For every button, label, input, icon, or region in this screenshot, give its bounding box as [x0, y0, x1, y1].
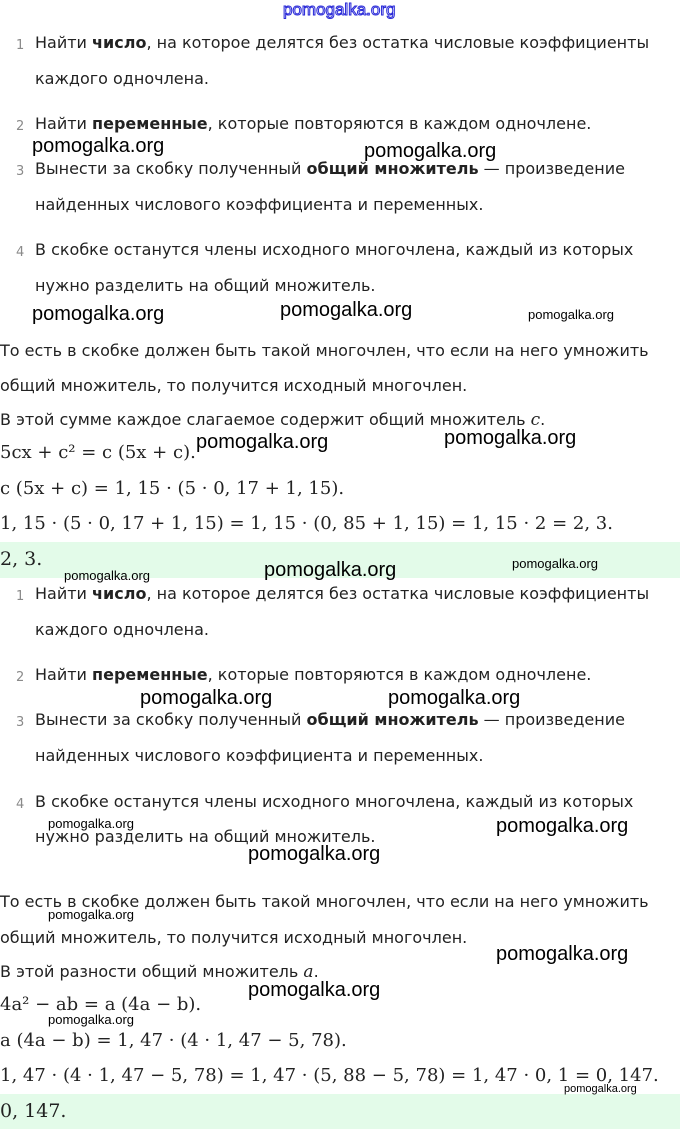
step-number: 3	[16, 164, 25, 179]
equation: 4a² − ab = a (4a − b).	[0, 994, 202, 1015]
paragraph: То есть в скобке должен быть такой многочлен, что если на него умножить	[0, 892, 649, 911]
watermark: pomogalka.org	[512, 556, 598, 571]
paragraph: общий множитель, то получится исходный многочлен.	[0, 376, 468, 395]
watermark-top: pomogalka.org	[283, 0, 396, 19]
step-text: Найти число, на которое делятся без остатка числовые коэффициенты	[35, 584, 650, 603]
equation: 1, 15 · (5 · 0, 17 + 1, 15) = 1, 15 · (0, 85 + 1, 15) = 1, 15 · 2 = 2, 3.	[0, 513, 613, 534]
watermark: pomogalka.org	[444, 427, 577, 449]
step-number: 4	[16, 797, 25, 812]
step-text: Вынести за скобку полученный общий множитель — произведение	[35, 710, 625, 729]
watermark: pomogalka.org	[388, 687, 521, 709]
answer-value: 2, 3.	[0, 548, 43, 570]
watermark: pomogalka.org	[64, 568, 150, 583]
watermark: pomogalka.org	[564, 1083, 637, 1095]
watermark: pomogalka.org	[140, 687, 273, 709]
watermark: pomogalka.org	[528, 307, 614, 322]
watermark: pomogalka.org	[48, 1012, 134, 1027]
paragraph: То есть в скобке должен быть такой многочлен, что если на него умножить	[0, 341, 649, 360]
watermark: pomogalka.org	[496, 815, 629, 837]
step-text-line2: каждого одночлена.	[35, 620, 209, 639]
step-text-line2: нужно разделить на общий множитель.	[35, 827, 376, 846]
step-number: 1	[16, 38, 25, 53]
step-text: В скобке останутся члены исходного многочлена, каждый из которых	[35, 240, 634, 259]
step-text: Найти переменные, которые повторяются в каждом одночлене.	[35, 665, 592, 684]
watermark: pomogalka.org	[248, 979, 381, 1001]
step-number: 2	[16, 670, 25, 685]
step-number: 2	[16, 119, 25, 134]
watermark: pomogalka.org	[248, 843, 381, 865]
paragraph: В этой разности общий множитель a.	[0, 962, 319, 982]
step-text-line2: каждого одночлена.	[35, 69, 209, 88]
step-text-line2: найденных числового коэффициента и переменных.	[35, 746, 484, 765]
equation: 1, 47 · (4 · 1, 47 − 5, 78) = 1, 47 · (5, 88 − 5, 78) = 1, 47 · 0, 1 = 0, 147.	[0, 1065, 659, 1086]
step-text: В скобке останутся члены исходного многочлена, каждый из которых	[35, 792, 634, 811]
step-text: Найти переменные, которые повторяются в каждом одночлене.	[35, 114, 592, 133]
watermark: pomogalka.org	[280, 299, 413, 321]
paragraph: общий множитель, то получится исходный многочлен.	[0, 928, 468, 947]
watermark: pomogalka.org	[48, 907, 134, 922]
answer-box	[0, 1094, 680, 1129]
step-number: 3	[16, 715, 25, 730]
step-text: Вынести за скобку полученный общий множитель — произведение	[35, 159, 625, 178]
equation: a (4a − b) = 1, 47 · (4 · 1, 47 − 5, 78).	[0, 1030, 347, 1051]
answer-value: 0, 147.	[0, 1100, 67, 1122]
watermark: pomogalka.org	[32, 303, 165, 325]
step-number: 4	[16, 245, 25, 260]
watermark: pomogalka.org	[364, 140, 497, 162]
watermark: pomogalka.org	[264, 559, 397, 581]
equation: c (5x + c) = 1, 15 · (5 · 0, 17 + 1, 15).	[0, 478, 345, 499]
step-text-line2: найденных числового коэффициента и переменных.	[35, 195, 484, 214]
step-number: 1	[16, 589, 25, 604]
equation: 5cx + c² = c (5x + c).	[0, 442, 196, 463]
watermark: pomogalka.org	[32, 135, 165, 157]
step-text-line2: нужно разделить на общий множитель.	[35, 276, 376, 295]
step-text: Найти число, на которое делятся без остатка числовые коэффициенты	[35, 33, 650, 52]
watermark: pomogalka.org	[48, 816, 134, 831]
watermark: pomogalka.org	[196, 431, 329, 453]
watermark: pomogalka.org	[496, 943, 629, 965]
paragraph: В этой сумме каждое слагаемое содержит общий множитель c.	[0, 410, 546, 430]
